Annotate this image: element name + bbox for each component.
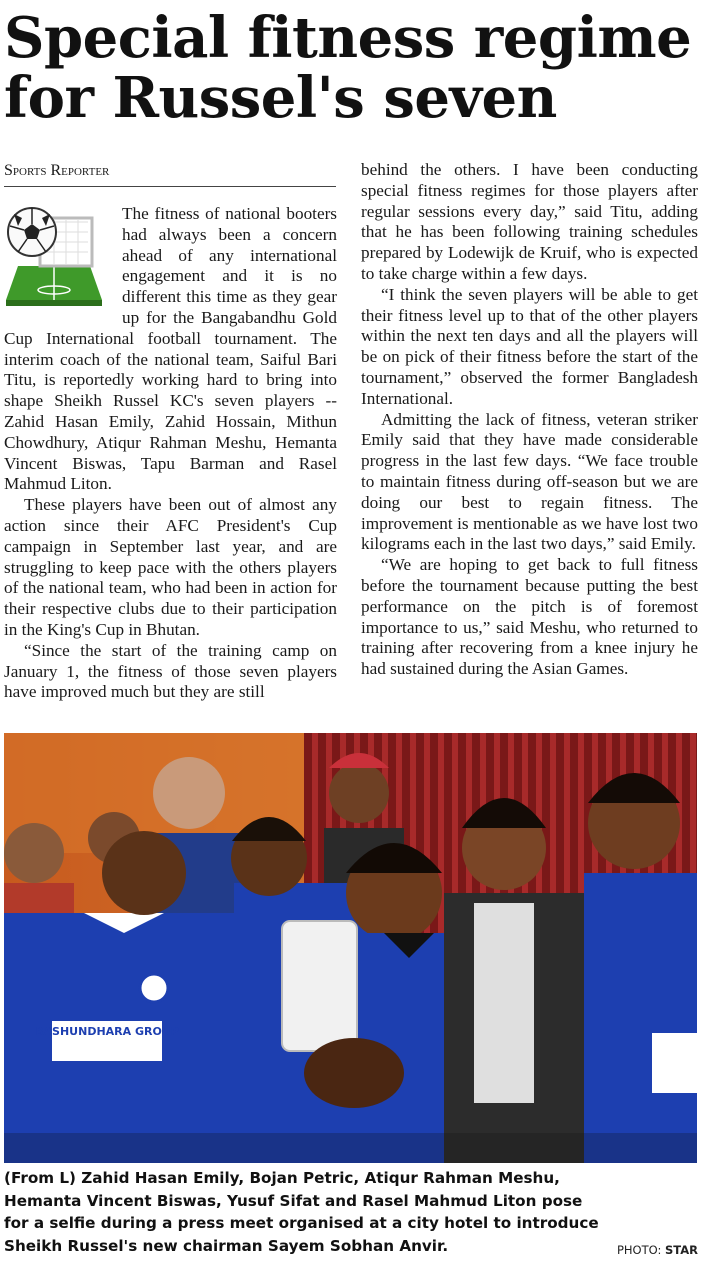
paragraph: “Since the start of the training camp on January 1, the fitness of those seven players have improved much but they are still	[4, 640, 337, 702]
paragraph: behind the others. I have been conducting special fitness regimes for those players after regular sessions every day,” said Titu, adding that he has been following training schedules prepared by Lodewijk de Kruif, who is expected to take charge within a few days.	[361, 160, 698, 283]
photo-credit-source: STAR	[665, 1243, 698, 1257]
paragraph: “We are hoping to get back to full fitness before the tournament because putting the best performance on the pitch is of foremost importance to us,” said Meshu, who returned to training after recovering from a knee injury he had sustained during the Asian Games.	[361, 555, 698, 679]
jersey-sponsor-text: BASHUNDHARA GROUP	[35, 1025, 179, 1038]
article-column-right	[361, 160, 698, 680]
paragraph: “I think the seven players will be able to get their fitness level up to that of the other players within the next ten days and all the players will be on pick of their fitness before the start of the tournament,” observed the former Bangladesh International.	[361, 284, 698, 408]
paragraph: Admitting the lack of fitness, veteran striker Emily said that they have made considerable progress in the last few days. “We face trouble to maintain fitness during off-season but we are doing our best to regain fitness. The improvement is mentionable as we have lost two kilograms each in the last two days,” said Emily.	[361, 409, 698, 554]
paragraph: These players have been out of almost any action since their AFC President's Cup campaign in September last year, and are struggling to keep pace with the others players of the national team, who had been in action for their respective clubs due to their participation in the King's Cup in Bhutan.	[4, 495, 337, 639]
article-column-left	[4, 204, 337, 703]
headline: Special fitness regime for Russel's seven	[4, 5, 692, 131]
team-selfie-photo	[4, 733, 697, 1163]
photo-caption: (From L) Zahid Hasan Emily, Bojan Petric, Atiqur Rahman Meshu, Hemanta Vincent Biswas, Yusuf Sifat and Rasel Mahmud Liton pose for a selfie during a press meet organised at a city hotel to introduce Sheikh Russel's new chairman Sayem Sobhan Anvir.	[4, 1169, 599, 1255]
paragraph: The fitness of national booters had always been a concern ahead of any international engagement and it is no different this time as they gear up for the Bangabandhu Gold Cup International football tournament. The interim coach of the national team, Saiful Bari Titu, is reportedly working hard to bring into shape Sheikh Russel KC's seven players -- Zahid Hasan Emily, Zahid Hossain, Mithun Chowdhury, Atiqur Rahman Meshu, Hemanta Vincent Biswas, Tapu Barman and Rasel Mahmud Liton.	[4, 204, 337, 494]
photo-credit	[617, 1243, 698, 1257]
photo-credit-prefix: PHOTO:	[616, 1243, 665, 1257]
byline: Sports Reporter	[4, 162, 336, 187]
football-goal-icon	[4, 204, 104, 306]
